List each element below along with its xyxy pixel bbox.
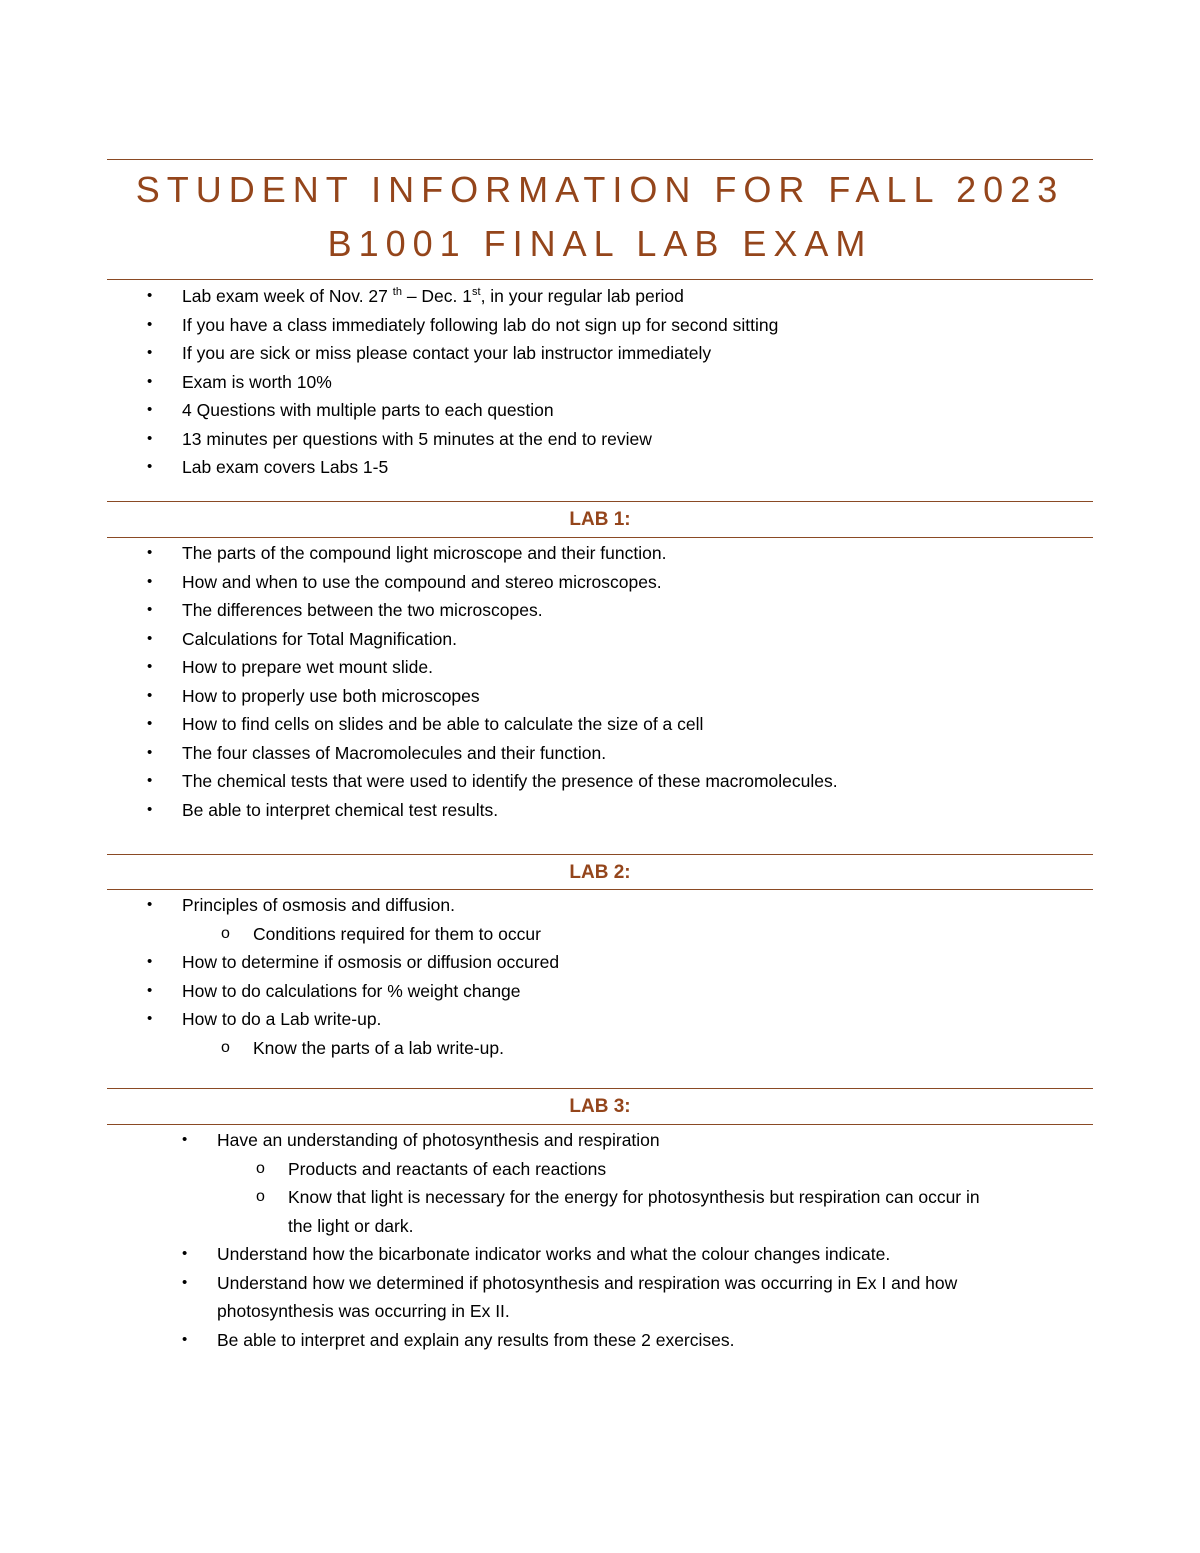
list-item-text: If you have a class immediately following lab do not sign up for second sitting — [182, 314, 779, 335]
lab2-bottom-rule — [107, 889, 1093, 890]
bullet-icon: • — [182, 1245, 188, 1262]
list-item-text: How to do calculations for % weight change — [182, 980, 521, 1001]
list-item-text: Know the parts of a lab write-up. — [253, 1037, 504, 1058]
bullet-icon: • — [147, 686, 153, 704]
list-item-text: How and when to use the compound and stereo microscopes. — [182, 571, 662, 592]
bullet-icon: • — [147, 372, 153, 390]
bullet-icon: • — [147, 658, 153, 675]
bullet-icon: • — [147, 981, 153, 999]
list-item-text: Understand how the bicarbonate indicator works and what the colour changes indicate. — [217, 1244, 891, 1264]
bullet-icon: • — [182, 1330, 188, 1348]
list-item — [147, 767, 838, 796]
list-item-text: Exam is worth 10% — [182, 371, 332, 392]
bullet-icon: • — [147, 344, 153, 361]
list-item-text-continued: photosynthesis was occurring in Ex II. — [217, 1301, 510, 1321]
list-item — [182, 1240, 980, 1269]
lab1-heading: LAB 1: — [569, 509, 631, 530]
title-bottom-rule — [107, 279, 1093, 280]
bullet-icon: • — [147, 458, 153, 475]
list-item-text: The differences between the two microscopes. — [182, 600, 543, 620]
list-item — [147, 948, 560, 977]
list-item-text: If you are sick or miss please contact your lab instructor immediately — [182, 343, 712, 363]
list-item-text: How to do a Lab write-up. — [182, 1009, 382, 1029]
list-item-text: How to prepare wet mount slide. — [182, 657, 433, 677]
list-item — [147, 682, 838, 711]
page-title-line-2: B1001 FINAL LAB EXAM — [327, 223, 873, 264]
circle-bullet-icon: o — [221, 924, 230, 942]
lab1-top-rule — [107, 501, 1093, 502]
bullet-icon: • — [147, 429, 153, 447]
page-title-line-1: STUDENT INFORMATION FOR FALL 2023 — [135, 169, 1065, 210]
sub-list-item — [256, 1183, 980, 1240]
list-item — [147, 1005, 559, 1034]
list-item-text: The chemical tests that were used to identify the presence of these macromolecules. — [182, 771, 838, 791]
lab2-top-rule — [107, 854, 1093, 855]
list-item-text: Understand how we determined if photosynthesis and respiration was occurring in Ex I and how — [217, 1272, 958, 1293]
sub-list-item — [256, 1155, 980, 1184]
lab3-bottom-rule — [107, 1124, 1093, 1125]
bullet-icon: • — [182, 1273, 188, 1291]
list-item — [182, 1126, 980, 1155]
bullet-icon: • — [147, 544, 153, 561]
list-item — [147, 796, 838, 825]
list-item-text: Conditions required for them to occur — [253, 923, 541, 944]
bullet-icon: • — [147, 287, 153, 304]
list-item-text: How to determine if osmosis or diffusion occured — [182, 952, 560, 972]
list-item-text: Be able to interpret chemical test results. — [182, 799, 499, 820]
bullet-icon: • — [147, 800, 153, 818]
list-item-text: The four classes of Macromolecules and their function. — [182, 742, 607, 763]
list-item-text: 13 minutes per questions with 5 minutes at the end to review — [182, 428, 652, 449]
title-top-rule — [107, 159, 1093, 160]
exam-week-text-mid: – Dec. 1 — [401, 286, 472, 306]
bullet-icon: • — [147, 1010, 153, 1027]
lab2-heading: LAB 2: — [569, 862, 631, 883]
list-item-text: Products and reactants of each reactions — [288, 1158, 607, 1179]
list-item — [147, 568, 838, 597]
list-item-text-continued: the light or dark. — [288, 1215, 414, 1236]
list-item — [147, 311, 779, 340]
list-item — [147, 425, 778, 454]
list-item — [147, 339, 778, 368]
exam-week-text-end: , in your regular lab period — [480, 286, 684, 306]
list-item — [147, 282, 778, 311]
bullet-icon: • — [147, 772, 153, 789]
sub-list-item — [221, 920, 559, 949]
list-item — [147, 539, 838, 568]
list-item-text: How to properly use both microscopes — [182, 685, 480, 706]
list-item — [147, 891, 559, 920]
bullet-icon: • — [147, 896, 153, 913]
list-item-text: Have an understanding of photosynthesis and respiration — [217, 1130, 660, 1150]
list-item-text: The parts of the compound light microscope and their function. — [182, 543, 667, 563]
list-item — [147, 453, 778, 482]
list-item-text: Lab exam covers Labs 1-5 — [182, 457, 389, 477]
lab1-list — [147, 539, 838, 824]
bullet-icon: • — [147, 601, 153, 618]
list-item-text: 4 Questions with multiple parts to each question — [182, 400, 554, 420]
sub-list-item — [221, 1034, 559, 1063]
bullet-icon: • — [182, 1131, 188, 1148]
general-info-list — [147, 282, 779, 482]
list-item-text: Know that light is necessary for the energy for photosynthesis but respiration can occur in — [288, 1187, 980, 1207]
list-item — [147, 596, 838, 625]
circle-bullet-icon: o — [221, 1038, 230, 1056]
list-item-text: Principles of osmosis and diffusion. — [182, 895, 456, 915]
list-item-text: Be able to interpret and explain any results from these 2 exercises. — [217, 1329, 735, 1350]
lab3-top-rule — [107, 1088, 1093, 1089]
circle-bullet-icon: o — [256, 1159, 265, 1177]
ordinal-suffix: th — [392, 286, 402, 299]
bullet-icon: • — [147, 572, 153, 590]
bullet-icon: • — [147, 743, 153, 761]
list-item-text: How to find cells on slides and be able to calculate the size of a cell — [182, 714, 704, 734]
bullet-icon: • — [147, 401, 153, 418]
bullet-icon: • — [147, 315, 153, 333]
list-item — [182, 1269, 980, 1326]
lab3-heading: LAB 3: — [569, 1096, 631, 1117]
list-item — [147, 977, 559, 1006]
list-item — [147, 368, 778, 397]
bullet-icon: • — [147, 629, 153, 647]
lab3-list — [182, 1126, 980, 1354]
bullet-icon: • — [147, 953, 153, 970]
list-item — [147, 653, 838, 682]
lab2-list — [147, 891, 560, 1062]
exam-week-text: Lab exam week of Nov. 27 — [182, 286, 393, 306]
list-item — [147, 396, 778, 425]
list-item — [147, 739, 838, 768]
ordinal-suffix: st — [472, 286, 481, 299]
list-item — [182, 1326, 980, 1355]
list-item — [147, 625, 838, 654]
circle-bullet-icon: o — [256, 1188, 265, 1205]
lab1-bottom-rule — [107, 537, 1093, 538]
bullet-icon: • — [147, 715, 153, 732]
list-item-text: Calculations for Total Magnification. — [182, 628, 457, 649]
list-item — [147, 710, 838, 739]
